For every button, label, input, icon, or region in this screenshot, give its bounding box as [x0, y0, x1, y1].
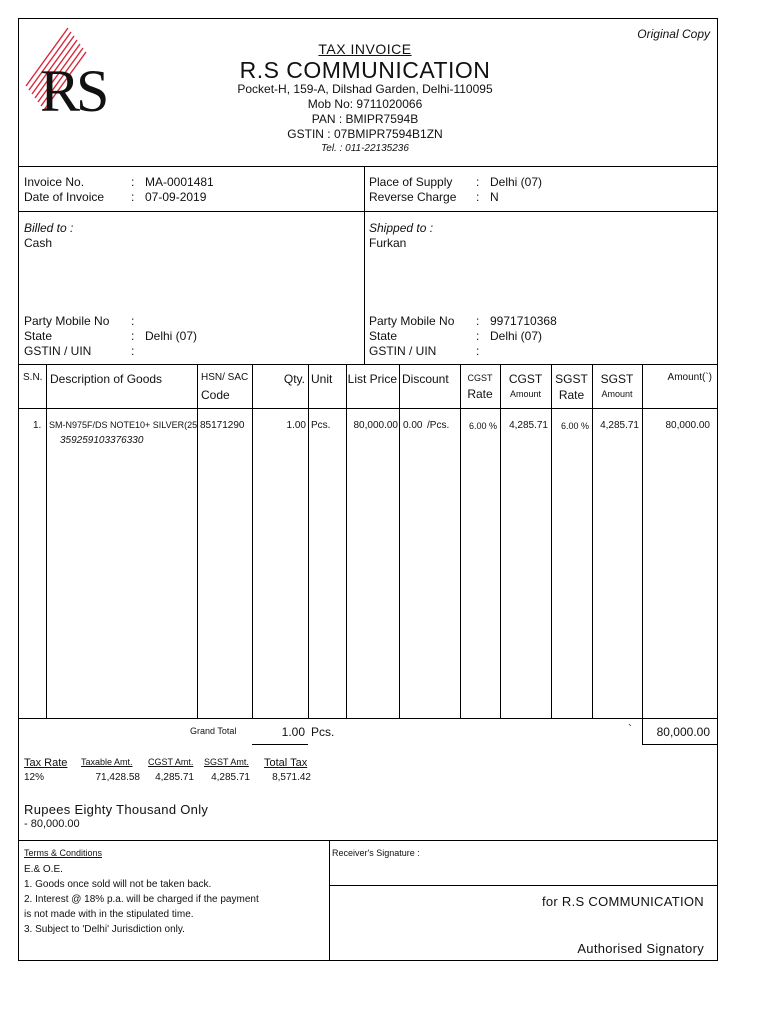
- col-cgst-rate: CGST: [467, 373, 493, 383]
- sgst-amount-value: 4,285.71: [211, 772, 250, 783]
- separator: :: [476, 190, 480, 204]
- amount-in-figures: - 80,000.00: [24, 818, 80, 830]
- item-list-price: 80,000.00: [353, 420, 398, 431]
- billed-state-value: Delhi (07): [145, 329, 198, 343]
- item-description: SM-N975F/DS NOTE10+ SILVER(25: [49, 420, 198, 430]
- grand-total-label: Grand Total: [190, 726, 237, 736]
- separator: :: [476, 329, 480, 343]
- item-discount-unit: /Pcs.: [427, 420, 450, 431]
- divider: [18, 211, 718, 212]
- terms-heading: Terms & Conditions: [24, 848, 103, 858]
- shipped-state-label: State: [369, 329, 398, 343]
- divider: [329, 885, 718, 886]
- divider: [18, 166, 718, 167]
- shipped-to-heading: Shipped to :: [369, 221, 434, 235]
- col-unit: Unit: [311, 372, 333, 386]
- col-cgst-amount: CGST: [508, 372, 543, 386]
- divider: [500, 364, 501, 718]
- col-sgst-rate: SGST: [555, 372, 588, 386]
- shipped-gstin-label: GSTIN / UIN: [369, 344, 437, 358]
- terms-line: is not made with in the stipulated time.: [24, 909, 194, 920]
- tax-rate-header: Tax Rate: [24, 757, 68, 769]
- sgst-amount-header: SGST Amt.: [204, 757, 249, 767]
- invoice-no-label: Invoice No.: [24, 175, 85, 189]
- company-name: R.S COMMUNICATION: [239, 57, 491, 83]
- separator: :: [131, 190, 135, 204]
- doc-type-title: TAX INVOICE: [318, 41, 412, 57]
- col-sgst-amount: SGST: [600, 372, 634, 386]
- total-tax-header: Total Tax: [264, 757, 308, 769]
- separator: :: [131, 175, 135, 189]
- taxable-amount-value: 71,428.58: [95, 772, 140, 783]
- divider: [308, 364, 309, 718]
- item-serial: 359259103376330: [60, 435, 144, 446]
- shipped-mobile-value: 9971710368: [490, 314, 557, 328]
- grand-total-unit: Pcs.: [311, 725, 335, 739]
- grand-total-amount: 80,000.00: [656, 725, 710, 739]
- terms-line: E.& O.E.: [24, 864, 63, 875]
- invoice-date-label: Date of Invoice: [24, 190, 105, 204]
- divider: [252, 744, 308, 745]
- col-discount: Discount: [402, 372, 449, 386]
- shipped-mobile-label: Party Mobile No: [369, 314, 455, 328]
- item-discount: 0.00: [403, 420, 423, 431]
- divider: [642, 744, 718, 745]
- col-list-price: List Price: [347, 372, 397, 386]
- shipped-to-name: Furkan: [369, 236, 407, 250]
- company-address: Pocket-H, 159-A, Dilshad Garden, Delhi-110095: [237, 82, 493, 96]
- divider: [18, 840, 718, 841]
- item-sn: 1.: [33, 420, 42, 431]
- terms-line: 3. Subject to 'Delhi' Jurisdiction only.: [24, 924, 185, 935]
- divider: [18, 718, 718, 719]
- divider: [364, 166, 365, 364]
- divider: [197, 364, 198, 718]
- billed-gstin-label: GSTIN / UIN: [24, 344, 92, 358]
- item-amount: 80,000.00: [665, 420, 710, 431]
- place-of-supply-value: Delhi (07): [490, 175, 543, 189]
- divider: [399, 364, 400, 718]
- col-qty: Qty.: [283, 372, 305, 386]
- separator: :: [131, 329, 135, 343]
- shipped-state-value: Delhi (07): [490, 329, 543, 343]
- tax-rate-value: 12%: [24, 772, 45, 783]
- authorised-signatory: Authorised Signatory: [577, 941, 704, 956]
- total-tax-value: 8,571.42: [272, 772, 311, 783]
- place-of-supply-label: Place of Supply: [369, 175, 453, 189]
- cgst-amount-value: 4,285.71: [155, 772, 194, 783]
- divider: [346, 364, 347, 718]
- separator: :: [131, 314, 135, 328]
- terms-line: 1. Goods once sold will not be taken back.: [24, 879, 212, 890]
- divider: [460, 364, 461, 718]
- col-cgst-amount-sub: Amount: [509, 389, 542, 399]
- item-hsn: 85171290: [200, 420, 245, 431]
- separator: :: [476, 314, 480, 328]
- separator: :: [131, 344, 135, 358]
- divider: [18, 364, 718, 365]
- divider: [18, 408, 718, 409]
- item-qty: 1.00: [286, 420, 306, 431]
- divider: [252, 364, 253, 718]
- billed-to-heading: Billed to :: [24, 221, 74, 235]
- col-sgst-amount-sub: Amount: [601, 389, 633, 399]
- billed-to-name: Cash: [24, 236, 53, 250]
- reverse-charge-label: Reverse Charge: [369, 190, 457, 204]
- col-hsn: HSN/ SAC: [201, 372, 249, 383]
- invoice-no-value: MA-0001481: [145, 175, 214, 189]
- grand-total-qty: 1.00: [281, 725, 305, 739]
- col-amount: Amount(`): [667, 372, 712, 383]
- currency-mark: `: [628, 722, 632, 736]
- svg-text:RS: RS: [40, 58, 106, 119]
- invoice-page: [18, 18, 718, 961]
- company-mobile: Mob No: 9711020066: [307, 97, 423, 111]
- col-sgst-rate-sub: Rate: [558, 388, 585, 402]
- item-sgst-rate: 6.00 %: [560, 421, 589, 431]
- divider: [592, 364, 593, 718]
- separator: :: [476, 344, 480, 358]
- item-cgst-amount: 4,285.71: [509, 420, 548, 431]
- for-company: for R.S COMMUNICATION: [541, 894, 704, 909]
- receiver-signature-label: Receiver's Signature :: [332, 848, 420, 858]
- col-cgst-rate-sub: Rate: [467, 387, 493, 401]
- amount-in-words: Rupees Eighty Thousand Only: [24, 802, 209, 817]
- company-tel: Tel. : 011-22135236: [321, 143, 409, 154]
- separator: :: [476, 175, 480, 189]
- reverse-charge-value: N: [490, 190, 499, 204]
- col-sn: S.N.: [23, 372, 43, 383]
- item-cgst-rate: 6.00 %: [468, 421, 497, 431]
- invoice-date-value: 07-09-2019: [145, 190, 207, 204]
- copy-label: Original Copy: [637, 27, 710, 41]
- col-description: Description of Goods: [50, 372, 163, 386]
- col-hsn-code: Code: [201, 388, 230, 402]
- terms-line: 2. Interest @ 18% p.a. will be charged if the payment: [24, 894, 259, 905]
- divider: [551, 364, 552, 718]
- billed-state-label: State: [24, 329, 53, 343]
- company-gstin: GSTIN : 07BMIPR7594B1ZN: [287, 127, 443, 141]
- company-logo: [22, 24, 122, 119]
- taxable-amount-header: Taxable Amt.: [81, 757, 133, 767]
- item-unit: Pcs.: [311, 420, 331, 431]
- cgst-amount-header: CGST Amt.: [148, 757, 194, 767]
- item-sgst-amount: 4,285.71: [600, 420, 639, 431]
- company-pan: PAN : BMIPR7594B: [311, 112, 419, 126]
- billed-mobile-label: Party Mobile No: [24, 314, 110, 328]
- divider: [46, 364, 47, 718]
- divider: [329, 840, 330, 961]
